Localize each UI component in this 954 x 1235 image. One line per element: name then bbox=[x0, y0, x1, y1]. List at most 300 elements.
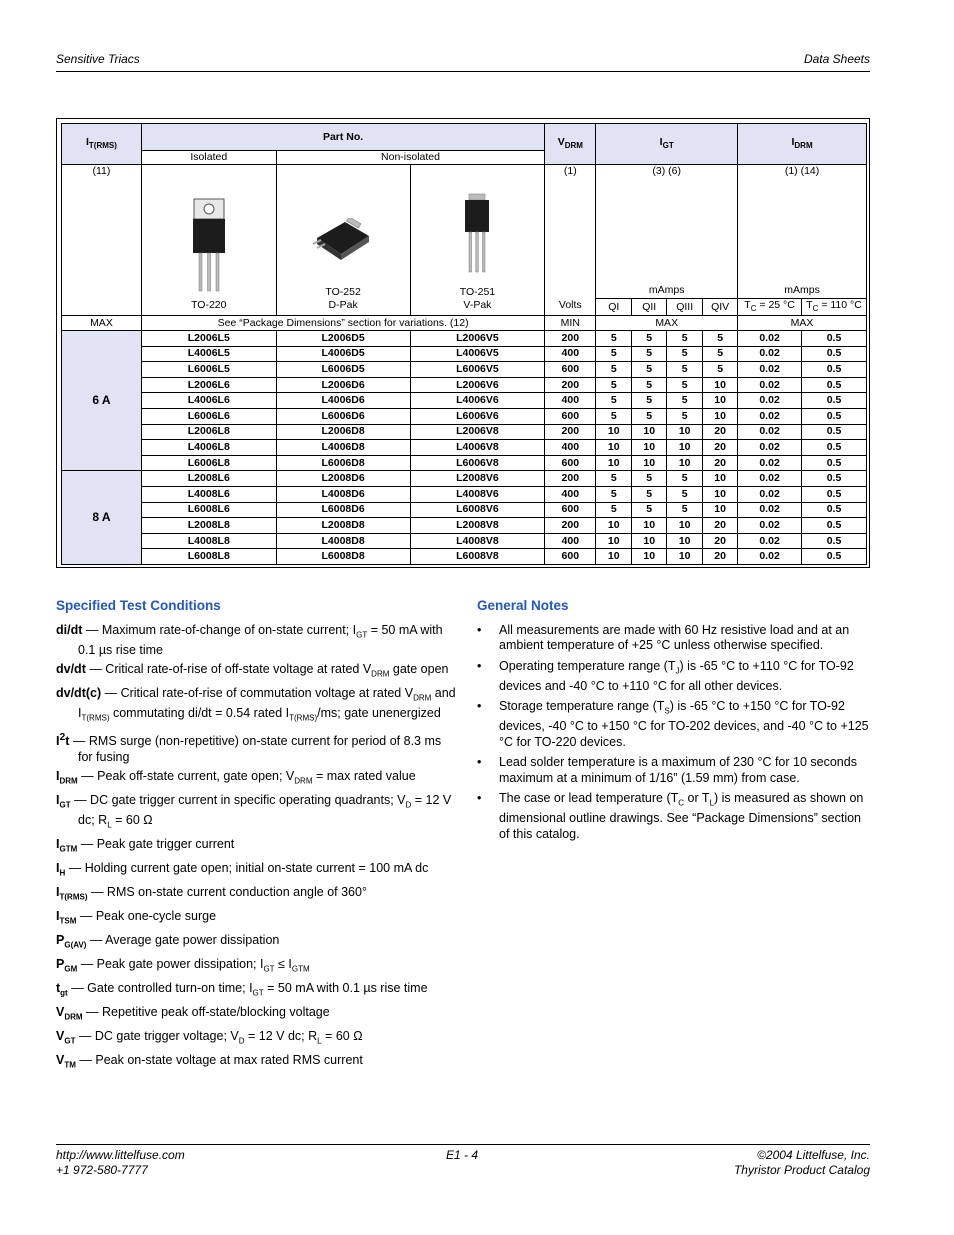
table-cell: 5 bbox=[632, 409, 667, 425]
table-cell: L2006L6 bbox=[141, 377, 276, 393]
page-header bbox=[56, 52, 870, 66]
table-cell: 0.02 bbox=[738, 533, 802, 549]
table-cell: 5 bbox=[667, 331, 703, 347]
table-cell: 20 bbox=[703, 424, 738, 440]
test-conditions-list bbox=[56, 623, 456, 1074]
table-cell: 10 bbox=[596, 549, 632, 565]
col-head-irms: $I_{T(RMS)}$ bbox=[62, 124, 142, 165]
table-cell: 0.02 bbox=[738, 331, 802, 347]
table-row bbox=[62, 533, 867, 549]
text-segment: = 12 V dc; R bbox=[78, 793, 452, 828]
unit-volts: Volts bbox=[558, 299, 582, 312]
text-segment: GT bbox=[263, 964, 275, 974]
general-note-item bbox=[477, 623, 870, 654]
text-segment: /ms; gate unenergized bbox=[317, 706, 441, 720]
table-cell: 5 bbox=[667, 487, 703, 503]
table-row bbox=[62, 393, 867, 409]
table-cell: 5 bbox=[667, 409, 703, 425]
table-cell: 200 bbox=[545, 377, 596, 393]
table-cell: L2006V8 bbox=[410, 424, 545, 440]
table-cell: 5 bbox=[596, 331, 632, 347]
test-conditions-section bbox=[56, 598, 456, 1077]
general-notes-title: General Notes bbox=[477, 598, 569, 613]
table-cell: 0.02 bbox=[738, 440, 802, 456]
table-cell: 10 bbox=[703, 487, 738, 503]
header-right: Data Sheets bbox=[803, 52, 870, 66]
table-cell: 200 bbox=[545, 471, 596, 487]
text-segment: dv/dt(c) bbox=[56, 686, 102, 700]
table-cell: 5 bbox=[596, 346, 632, 362]
limit-vdrm: MIN bbox=[545, 316, 596, 331]
text-segment: D bbox=[238, 1036, 245, 1046]
table-cell: 0.02 bbox=[738, 455, 802, 471]
table-cell: L4006V8 bbox=[410, 440, 545, 456]
general-note-item bbox=[477, 699, 870, 750]
table-cell: 20 bbox=[703, 455, 738, 471]
table-cell: 0.02 bbox=[738, 377, 802, 393]
footer-url[interactable]: http://www.littelfuse.com bbox=[56, 1148, 185, 1162]
quadrant-qii: QII bbox=[632, 299, 667, 316]
table-cell: L2006L8 bbox=[141, 424, 276, 440]
col-head-igt: $I_{GT}$ bbox=[596, 124, 738, 165]
table-cell: L4008L8 bbox=[141, 533, 276, 549]
pkg-to251-cell bbox=[410, 165, 545, 316]
text-segment: DRM bbox=[59, 776, 78, 786]
footer-catalog: Thyristor Product Catalog bbox=[733, 1163, 870, 1177]
pkg-to251-label-a: TO-251 bbox=[459, 286, 496, 299]
table-cell: L6006L6 bbox=[141, 409, 276, 425]
table-cell: 600 bbox=[545, 502, 596, 518]
page-footer bbox=[56, 1148, 870, 1178]
table-cell: 0.5 bbox=[802, 549, 867, 565]
text-segment: D bbox=[405, 800, 412, 810]
table-cell: 5 bbox=[632, 377, 667, 393]
test-condition-item bbox=[56, 1053, 456, 1073]
table-cell: L2006L5 bbox=[141, 331, 276, 347]
text-segment: = 60 Ω bbox=[111, 813, 153, 828]
table-cell: L6008D6 bbox=[276, 502, 410, 518]
vpak-package-icon bbox=[460, 192, 494, 274]
quadrant-qi: QI bbox=[596, 299, 632, 316]
table-cell: 5 bbox=[632, 502, 667, 518]
table-cell: 5 bbox=[667, 346, 703, 362]
text-segment: I bbox=[56, 734, 60, 749]
table-cell: 10 bbox=[703, 471, 738, 487]
text-segment: C bbox=[678, 798, 685, 808]
text-segment: All measurements are made with 60 Hz resistive load and at an ambient temperature of +25 °C unless otherwise specified. bbox=[499, 622, 850, 652]
rows-6a bbox=[62, 331, 867, 471]
pkg-to252-cell bbox=[276, 165, 410, 316]
test-condition-item bbox=[56, 623, 456, 659]
text-segment: GTM bbox=[291, 964, 310, 974]
table-cell: 0.02 bbox=[738, 518, 802, 534]
table-row bbox=[62, 518, 867, 534]
text-segment: L bbox=[107, 820, 112, 830]
table-row bbox=[62, 346, 867, 362]
test-condition-item bbox=[56, 837, 456, 857]
table-cell: 0.02 bbox=[738, 471, 802, 487]
table-cell: 20 bbox=[703, 440, 738, 456]
table-cell: L2006V5 bbox=[410, 331, 545, 347]
bullet-icon: • bbox=[477, 755, 482, 769]
text-segment: P bbox=[56, 957, 65, 972]
table-cell: L4006L8 bbox=[141, 440, 276, 456]
test-condition-item bbox=[56, 909, 456, 929]
table-cell: 0.02 bbox=[738, 487, 802, 503]
note-igt: (3) (6) bbox=[652, 165, 681, 177]
table-cell: L6006D8 bbox=[276, 455, 410, 471]
table-cell: 5 bbox=[632, 362, 667, 378]
table-cell: 5 bbox=[703, 346, 738, 362]
text-segment: and I bbox=[78, 686, 456, 720]
table-cell: 5 bbox=[596, 409, 632, 425]
table-cell: 0.5 bbox=[802, 502, 867, 518]
text-segment: — DC gate trigger current in specific operating quadrants; V bbox=[70, 793, 406, 808]
text-segment: Lead solder temperature is a maximum of 230 °C for 10 seconds maximum at a minimum of 1/16” (1.59 mm) from case. bbox=[499, 755, 857, 785]
text-segment: I bbox=[56, 885, 60, 900]
text-segment: — Peak on-state voltage at max rated RMS current bbox=[75, 1053, 363, 1068]
table-cell: 5 bbox=[632, 471, 667, 487]
temp-tc110: $T_C = 110$ °C bbox=[802, 299, 867, 316]
table-cell: L2006V6 bbox=[410, 377, 545, 393]
table-cell: 10 bbox=[596, 533, 632, 549]
table-cell: 400 bbox=[545, 487, 596, 503]
text-segment: — Peak gate power dissipation; I bbox=[77, 957, 264, 972]
table-row bbox=[62, 549, 867, 565]
text-segment: GT bbox=[252, 988, 264, 998]
table-cell: 10 bbox=[596, 455, 632, 471]
table-cell: L6006L8 bbox=[141, 455, 276, 471]
test-condition-item bbox=[56, 662, 456, 682]
table-cell: 5 bbox=[703, 331, 738, 347]
general-notes-section bbox=[477, 598, 870, 847]
text-segment: GT bbox=[64, 1036, 76, 1046]
text-segment: ) is -65 °C to +150 °C for TO-92 devices, -40 °C to +150 °C for TO-202 devices, and -40 °C to +125 °C for TO-220 devices. bbox=[499, 699, 869, 749]
text-segment: T(RMS) bbox=[59, 892, 88, 902]
table-cell: 600 bbox=[545, 455, 596, 471]
general-note-item bbox=[477, 755, 870, 786]
table-cell: 10 bbox=[632, 455, 667, 471]
text-segment: H bbox=[59, 868, 66, 878]
text-segment: T(RMS) bbox=[289, 713, 318, 723]
table-cell: 0.5 bbox=[802, 377, 867, 393]
bullet-icon: • bbox=[477, 622, 482, 637]
table-cell: L4006D5 bbox=[276, 346, 410, 362]
test-condition-item bbox=[56, 686, 456, 726]
table-cell: L4006D8 bbox=[276, 440, 410, 456]
test-condition-item bbox=[56, 933, 456, 953]
table-cell: L6008D8 bbox=[276, 549, 410, 565]
note-vdrm-cell bbox=[545, 165, 596, 316]
table-cell: L2008V8 bbox=[410, 518, 545, 534]
text-segment: = 50 mA with 0.1 µs rise time bbox=[78, 622, 443, 657]
table-cell: 200 bbox=[545, 518, 596, 534]
table-cell: 400 bbox=[545, 346, 596, 362]
table-cell: 0.5 bbox=[802, 518, 867, 534]
table-cell: 0.5 bbox=[802, 487, 867, 503]
table-cell: 5 bbox=[632, 346, 667, 362]
text-segment: L bbox=[709, 798, 714, 808]
group-8a-label: 8 A bbox=[62, 471, 142, 565]
text-segment: GTM bbox=[59, 844, 78, 854]
header-rule bbox=[56, 71, 870, 72]
table-cell: 10 bbox=[667, 440, 703, 456]
test-condition-item bbox=[56, 861, 456, 881]
text-segment: = 60 Ω bbox=[321, 1029, 363, 1044]
text-segment: G(AV) bbox=[64, 940, 87, 950]
bullet-icon: • bbox=[477, 699, 482, 713]
table-cell: L2008L6 bbox=[141, 471, 276, 487]
text-segment: DRM bbox=[64, 1012, 83, 1022]
table-cell: 0.5 bbox=[802, 440, 867, 456]
general-note-item bbox=[477, 791, 870, 842]
table-cell: L4008V6 bbox=[410, 487, 545, 503]
text-segment: — Peak one-cycle surge bbox=[76, 909, 217, 924]
table-cell: 10 bbox=[703, 409, 738, 425]
note-irms: (11) bbox=[62, 165, 142, 316]
table-cell: L6008L6 bbox=[141, 502, 276, 518]
text-segment: GM bbox=[64, 964, 78, 974]
footer-rule bbox=[56, 1144, 870, 1145]
table-cell: L6006D5 bbox=[276, 362, 410, 378]
text-segment: J bbox=[675, 666, 680, 675]
table-cell: L4006V5 bbox=[410, 346, 545, 362]
text-segment: — Maximum rate-of-change of on-state current; I bbox=[82, 622, 357, 637]
text-segment: V bbox=[56, 1053, 65, 1068]
table-cell: 0.5 bbox=[802, 409, 867, 425]
table-cell: 20 bbox=[703, 533, 738, 549]
limit-irms: MAX bbox=[62, 316, 142, 331]
text-segment: I bbox=[56, 909, 60, 924]
table-cell: 600 bbox=[545, 549, 596, 565]
table-cell: 10 bbox=[667, 549, 703, 565]
text-segment: commutating di/dt = 0.54 rated I bbox=[109, 706, 290, 720]
text-segment: ) is -65 °C to +110 °C for TO-92 devices and -40 °C to +110 °C for all other devices. bbox=[499, 658, 854, 693]
table-cell: L6006V6 bbox=[410, 409, 545, 425]
table-cell: 200 bbox=[545, 424, 596, 440]
text-segment: ) is measured as shown on dimensional outline drawings. See “Package Dimensions” section of this catalog. bbox=[499, 791, 864, 841]
table-cell: 10 bbox=[703, 377, 738, 393]
text-segment: V bbox=[56, 1005, 65, 1020]
table-cell: 5 bbox=[632, 393, 667, 409]
table-cell: 5 bbox=[596, 362, 632, 378]
text-segment: gate open bbox=[389, 662, 449, 676]
test-conditions-title: Specified Test Conditions bbox=[56, 598, 221, 613]
table-cell: 0.5 bbox=[802, 362, 867, 378]
text-segment: I bbox=[56, 769, 60, 784]
text-segment: — Repetitive peak off-state/blocking voltage bbox=[82, 1005, 330, 1020]
table-cell: 0.5 bbox=[802, 331, 867, 347]
table-cell: 0.5 bbox=[802, 346, 867, 362]
limit-partno: See “Package Dimensions” section for variations. (12) bbox=[141, 316, 544, 331]
table-cell: 400 bbox=[545, 533, 596, 549]
table-cell: L4008L6 bbox=[141, 487, 276, 503]
text-segment: S bbox=[664, 706, 670, 716]
pkg-to252-label-a: TO-252 bbox=[325, 286, 361, 299]
footer-page-number: E1 - 4 bbox=[446, 1148, 479, 1162]
table-row bbox=[62, 440, 867, 456]
general-notes-list bbox=[477, 623, 870, 843]
table-cell: 5 bbox=[703, 362, 738, 378]
text-segment: TSM bbox=[59, 916, 77, 926]
text-segment: — Critical rate-of-rise of off-state voltage at rated V bbox=[85, 662, 372, 676]
test-condition-item bbox=[56, 1029, 456, 1049]
table-cell: 10 bbox=[596, 440, 632, 456]
table-row bbox=[62, 377, 867, 393]
test-condition-item bbox=[56, 793, 456, 833]
table-cell: 20 bbox=[703, 518, 738, 534]
table-row bbox=[62, 487, 867, 503]
limit-igt: MAX bbox=[596, 316, 738, 331]
text-segment: Storage temperature range (T bbox=[499, 699, 665, 713]
table-cell: 10 bbox=[632, 518, 667, 534]
footer-phone: +1 972-580-7777 bbox=[56, 1163, 148, 1177]
table-cell: 10 bbox=[632, 440, 667, 456]
table-cell: L4006L5 bbox=[141, 346, 276, 362]
text-segment: Operating temperature range (T bbox=[499, 658, 676, 673]
table-cell: 20 bbox=[703, 549, 738, 565]
text-segment: DRM bbox=[413, 693, 432, 703]
table-cell: L2008L8 bbox=[141, 518, 276, 534]
table-row bbox=[62, 362, 867, 378]
text-segment: The case or lead temperature (T bbox=[499, 791, 679, 805]
pkg-to220-cell bbox=[141, 165, 276, 316]
table-cell: 5 bbox=[596, 502, 632, 518]
table-cell: 0.02 bbox=[738, 502, 802, 518]
table-row bbox=[62, 331, 867, 347]
footer-right bbox=[734, 1148, 870, 1178]
test-condition-item bbox=[56, 957, 456, 977]
text-segment: — Holding current gate open; initial on-state current = 100 mA dc bbox=[65, 861, 429, 876]
table-row bbox=[62, 409, 867, 425]
col-head-nonisolated: Non-isolated bbox=[276, 151, 545, 165]
table-cell: 0.02 bbox=[738, 362, 802, 378]
text-segment: V bbox=[56, 1029, 65, 1044]
group-6a-label: 6 A bbox=[62, 331, 142, 471]
table-cell: L6006V8 bbox=[410, 455, 545, 471]
table-cell: 5 bbox=[596, 393, 632, 409]
to220-package-icon bbox=[189, 197, 229, 293]
table-cell: L4006V6 bbox=[410, 393, 545, 409]
text-segment: GT bbox=[59, 800, 71, 810]
text-segment: = 12 V dc; R bbox=[244, 1029, 318, 1044]
table-row bbox=[62, 424, 867, 440]
table-cell: 5 bbox=[596, 471, 632, 487]
table-cell: 10 bbox=[703, 502, 738, 518]
text-segment: — Average gate power dissipation bbox=[86, 933, 280, 948]
table-cell: 10 bbox=[703, 393, 738, 409]
general-note-item bbox=[477, 659, 870, 695]
text-segment: — RMS on-state current conduction angle of 360° bbox=[87, 885, 367, 900]
limit-idrm: MAX bbox=[738, 316, 867, 331]
test-condition-item bbox=[56, 730, 456, 765]
quadrant-qiii: QIII bbox=[667, 299, 703, 316]
header-left: Sensitive Triacs bbox=[56, 52, 140, 66]
text-segment: DRM bbox=[294, 776, 313, 786]
footer-copyright: ©2004 Littelfuse, Inc. bbox=[757, 1148, 870, 1162]
col-head-idrm: $I_{DRM}$ bbox=[738, 124, 867, 165]
note-vdrm: (1) bbox=[563, 165, 577, 177]
note-idrm: (1) (14) bbox=[784, 165, 820, 177]
table-cell: L6006D6 bbox=[276, 409, 410, 425]
table-cell: L2008V6 bbox=[410, 471, 545, 487]
table-cell: 400 bbox=[545, 440, 596, 456]
test-condition-item bbox=[56, 885, 456, 905]
text-segment: — Critical rate-of-rise of commutation voltage at rated V bbox=[101, 686, 414, 700]
text-segment: dv/dt bbox=[56, 662, 86, 676]
table-cell: 5 bbox=[667, 502, 703, 518]
table-cell: 5 bbox=[596, 487, 632, 503]
bullet-icon: • bbox=[477, 658, 482, 673]
unit-idrm: mAmps bbox=[784, 284, 820, 296]
table-cell: L6006L5 bbox=[141, 362, 276, 378]
table-cell: 10 bbox=[632, 424, 667, 440]
pkg-to220-label: TO-220 bbox=[191, 299, 227, 312]
test-condition-item bbox=[56, 1005, 456, 1025]
test-condition-item bbox=[56, 769, 456, 789]
table-cell: L4008V8 bbox=[410, 533, 545, 549]
table-row bbox=[62, 455, 867, 471]
text-segment: ≤ I bbox=[274, 957, 292, 972]
table-cell: 0.02 bbox=[738, 424, 802, 440]
text-segment: GT bbox=[356, 630, 368, 639]
text-segment: = max rated value bbox=[312, 769, 416, 784]
text-segment: or T bbox=[684, 791, 710, 805]
bullet-icon: • bbox=[477, 791, 482, 805]
pkg-to251-label-b: V-Pak bbox=[463, 299, 492, 312]
text-segment: = 50 mA with 0.1 µs rise time bbox=[263, 981, 428, 996]
text-segment: DRM bbox=[371, 669, 390, 679]
table-cell: 0.02 bbox=[738, 549, 802, 565]
table-cell: L2008D6 bbox=[276, 471, 410, 487]
text-segment: di/dt bbox=[56, 622, 83, 637]
text-segment: TM bbox=[64, 1060, 76, 1070]
pkg-to252-label-b: D-Pak bbox=[328, 299, 358, 312]
text-segment: t bbox=[56, 981, 61, 996]
table-cell: 5 bbox=[596, 377, 632, 393]
table-row bbox=[62, 471, 867, 487]
text-segment: I bbox=[56, 837, 60, 852]
text-segment: — DC gate trigger voltage; V bbox=[75, 1029, 239, 1044]
table-cell: 5 bbox=[632, 331, 667, 347]
text-segment: T(RMS) bbox=[81, 713, 110, 723]
table-cell: 0.02 bbox=[738, 409, 802, 425]
text-segment: — Gate controlled turn-on time; I bbox=[67, 981, 253, 996]
text-segment: I bbox=[56, 793, 60, 808]
table-cell: L6006V5 bbox=[410, 362, 545, 378]
table-cell: L2006D8 bbox=[276, 424, 410, 440]
table-cell: L2006D5 bbox=[276, 331, 410, 347]
note-igt-cell bbox=[596, 165, 738, 299]
text-segment: L bbox=[317, 1036, 322, 1046]
table-cell: 10 bbox=[667, 455, 703, 471]
table-cell: 10 bbox=[632, 549, 667, 565]
table-cell: 0.5 bbox=[802, 424, 867, 440]
table-cell: 5 bbox=[667, 362, 703, 378]
limits-row bbox=[62, 316, 867, 331]
table-cell: 10 bbox=[667, 533, 703, 549]
table-cell: 0.02 bbox=[738, 346, 802, 362]
table-cell: 0.5 bbox=[802, 533, 867, 549]
temp-tc25: $T_C = 25$ °C bbox=[738, 299, 802, 316]
table-cell: L6008V6 bbox=[410, 502, 545, 518]
table-cell: 10 bbox=[667, 518, 703, 534]
table-cell: L4006L6 bbox=[141, 393, 276, 409]
table-cell: L4008D6 bbox=[276, 487, 410, 503]
table-cell: L4006D6 bbox=[276, 393, 410, 409]
table-cell: 5 bbox=[667, 393, 703, 409]
datasheet-table bbox=[61, 123, 867, 565]
